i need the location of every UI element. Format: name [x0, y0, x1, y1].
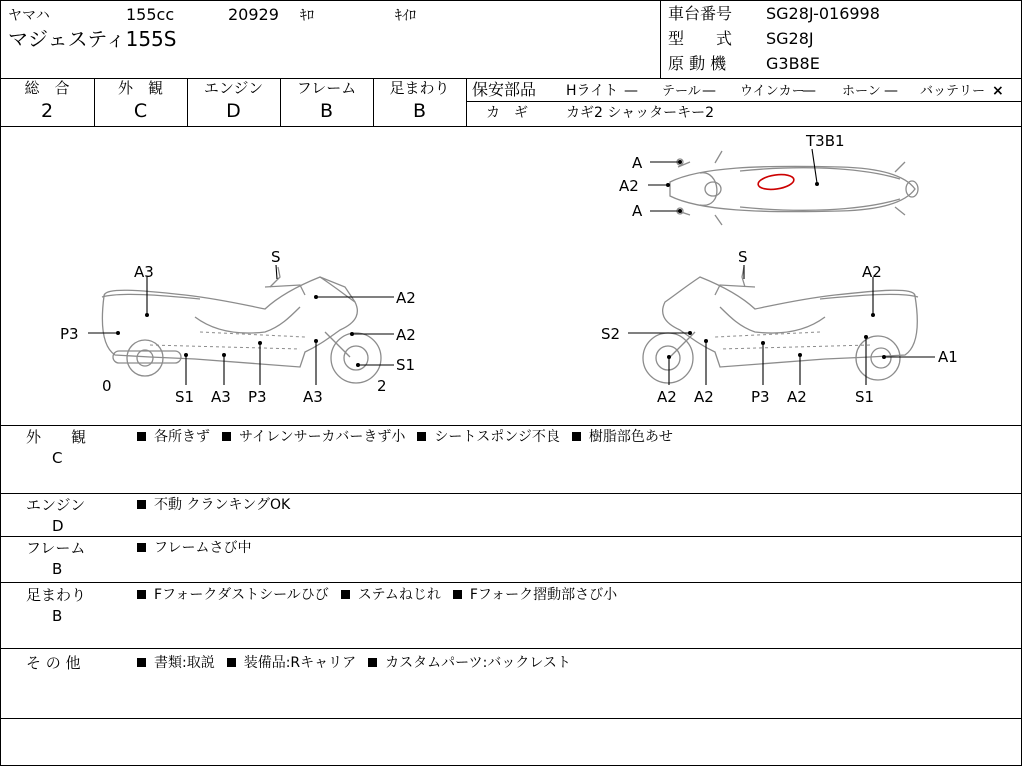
battery-label: バッテリー: [920, 84, 986, 99]
leader-dot: [882, 355, 886, 359]
leader-dot: [145, 313, 149, 317]
winker-label: ウインカー: [740, 84, 805, 99]
taillight-label: テール: [662, 84, 701, 99]
bullet-square-icon: [137, 543, 146, 552]
frame-no: SG28J-016998: [766, 4, 880, 23]
leader-dot: [184, 353, 188, 357]
bullet-square-icon: [137, 658, 146, 667]
leader-dot: [688, 331, 692, 335]
headlight-label: Hライト: [566, 83, 619, 99]
label-right-a2-a: A2: [657, 388, 677, 406]
label-t3b1: T3B1: [806, 132, 845, 150]
engine-grade-label: エンジン: [203, 79, 264, 97]
leader-line: [276, 265, 277, 279]
battery-value: ×: [992, 83, 1004, 99]
note-item: サイレンサーカバーきず小: [239, 429, 406, 445]
bullet-square-icon: [137, 500, 146, 509]
leader-dot: [314, 295, 318, 299]
label-right-s: S: [738, 248, 748, 266]
leader-dot: [798, 353, 802, 357]
label-right-s2: S2: [601, 325, 621, 343]
leader-dot: [761, 341, 765, 345]
type-value: SG28J: [766, 29, 814, 48]
note-item: カスタムパーツ:バックレスト: [385, 655, 571, 671]
note-item: 不動 クランキングOK: [154, 497, 291, 513]
bullet-square-icon: [222, 432, 231, 441]
note-item: Fフォークダストシールひび: [154, 587, 329, 603]
note-label: 足まわり: [26, 586, 87, 604]
bullet-square-icon: [572, 432, 581, 441]
leader-dot: [871, 313, 875, 317]
engine-grade: D: [226, 100, 241, 122]
note-item: 樹脂部色あせ: [588, 429, 673, 445]
leader-dot: [678, 209, 682, 213]
label-left-a3-top: A3: [134, 263, 154, 281]
leader-dot: [314, 339, 318, 343]
mileage-unit-2: ｷｲﾛ: [395, 8, 416, 24]
frame-grade-label: フレーム: [296, 79, 357, 97]
note-grade: C: [52, 449, 63, 467]
label-left-a2-a: A2: [396, 289, 416, 307]
engine-value: G3B8E: [766, 54, 820, 73]
mileage: 20929: [228, 5, 279, 24]
headlight-value: —: [624, 83, 638, 99]
leader-dot: [667, 355, 671, 359]
type-label: 型 式: [668, 29, 733, 48]
note-label: 外 観: [26, 428, 87, 446]
leader-dot: [678, 160, 682, 164]
label-left-a3b: A3: [303, 388, 323, 406]
note-label: フレーム: [26, 539, 86, 557]
note-label: そ の 他: [26, 654, 81, 672]
bullet-square-icon: [453, 590, 462, 599]
leader-dot: [350, 332, 354, 336]
total-label: 総 合: [24, 79, 70, 97]
leader-dot: [666, 183, 670, 187]
frame-grade: B: [319, 100, 334, 122]
horn-label: ホーン: [842, 84, 881, 99]
note-item: 装備品:Rキャリア: [243, 655, 357, 671]
label-right-p3: P3: [751, 388, 770, 406]
key-label: カ ギ: [486, 105, 528, 121]
divider: [0, 493, 1022, 494]
note-items: [137, 656, 583, 670]
leader-dot: [258, 341, 262, 345]
frame-no-label: 車台番号: [668, 4, 733, 23]
label-right-a2-b: A2: [694, 388, 714, 406]
key-value: カギ2 シャッターキー2: [566, 105, 714, 121]
note-items: [137, 541, 263, 555]
label-left-p3: P3: [60, 325, 79, 343]
leader-dot: [864, 335, 868, 339]
suspension-grade-label: 足まわり: [389, 79, 450, 97]
leader-dot: [815, 182, 819, 186]
left-side-scooter: [102, 267, 381, 383]
divider: [0, 582, 1022, 583]
label-right-a2-top: A2: [862, 263, 882, 281]
label-right-a1: A1: [938, 348, 958, 366]
leader-dot: [222, 353, 226, 357]
note-item: Fフォーク摺動部さび小: [469, 587, 618, 603]
note-item: ステムねじれ: [357, 587, 441, 603]
bullet-square-icon: [137, 590, 146, 599]
leader-dot: [704, 339, 708, 343]
winker-value: —: [802, 83, 816, 99]
note-grade: B: [52, 560, 63, 578]
bullet-square-icon: [137, 432, 146, 441]
label-left-a2-b: A2: [396, 326, 416, 344]
right-side-scooter: [643, 267, 918, 383]
label-left-a3: A3: [211, 388, 231, 406]
maker: ヤマハ: [8, 8, 50, 24]
horn-value: —: [884, 83, 898, 99]
taillight-value: —: [702, 83, 716, 99]
note-item: 各所きず: [154, 429, 210, 445]
label-right-s1: S1: [855, 388, 875, 406]
label-top-a2: A2: [619, 177, 639, 195]
bullet-square-icon: [341, 590, 350, 599]
model-name: マジェスティ155S: [8, 27, 177, 51]
label-left-s1-right: S1: [396, 356, 416, 374]
note-items: [137, 498, 302, 512]
label-left-0: 0: [102, 377, 112, 395]
divider: [0, 648, 1022, 649]
label-top-a-lower: A: [632, 202, 643, 220]
mileage-unit: ｷﾛ: [300, 8, 314, 24]
exterior-label: 外 観: [117, 79, 163, 97]
bullet-square-icon: [368, 658, 377, 667]
label-right-a2-c: A2: [787, 388, 807, 406]
exterior-grade: C: [133, 100, 148, 122]
divider: [660, 0, 661, 78]
total-grade: 2: [40, 100, 54, 122]
damage-diagram: [0, 127, 1022, 424]
divider: [0, 718, 1022, 719]
label-left-s1: S1: [175, 388, 195, 406]
safety-label: 保安部品: [472, 80, 537, 99]
label-left-2: 2: [377, 377, 387, 395]
note-item: 書類:取説: [154, 655, 215, 671]
bullet-square-icon: [417, 432, 426, 441]
top-view-scooter: [670, 151, 918, 225]
divider: [466, 78, 467, 126]
leader-dot: [356, 363, 360, 367]
note-item: シートスポンジ不良: [434, 429, 560, 445]
note-items: [137, 430, 685, 444]
divider: [0, 425, 1022, 426]
displacement: 155cc: [126, 5, 175, 24]
note-item: フレームさび中: [154, 540, 252, 556]
leader-dot: [116, 331, 120, 335]
note-items: [137, 588, 629, 602]
label-left-s: S: [271, 248, 281, 266]
label-left-p3b: P3: [248, 388, 267, 406]
engine-label: 原 動 機: [668, 54, 727, 73]
bullet-square-icon: [227, 658, 236, 667]
label-top-a: A: [632, 154, 643, 172]
note-grade: B: [52, 607, 63, 625]
suspension-grade: B: [412, 100, 427, 122]
note-grade: D: [52, 517, 64, 535]
divider: [466, 101, 1022, 102]
note-label: エンジン: [26, 496, 86, 514]
divider: [0, 536, 1022, 537]
